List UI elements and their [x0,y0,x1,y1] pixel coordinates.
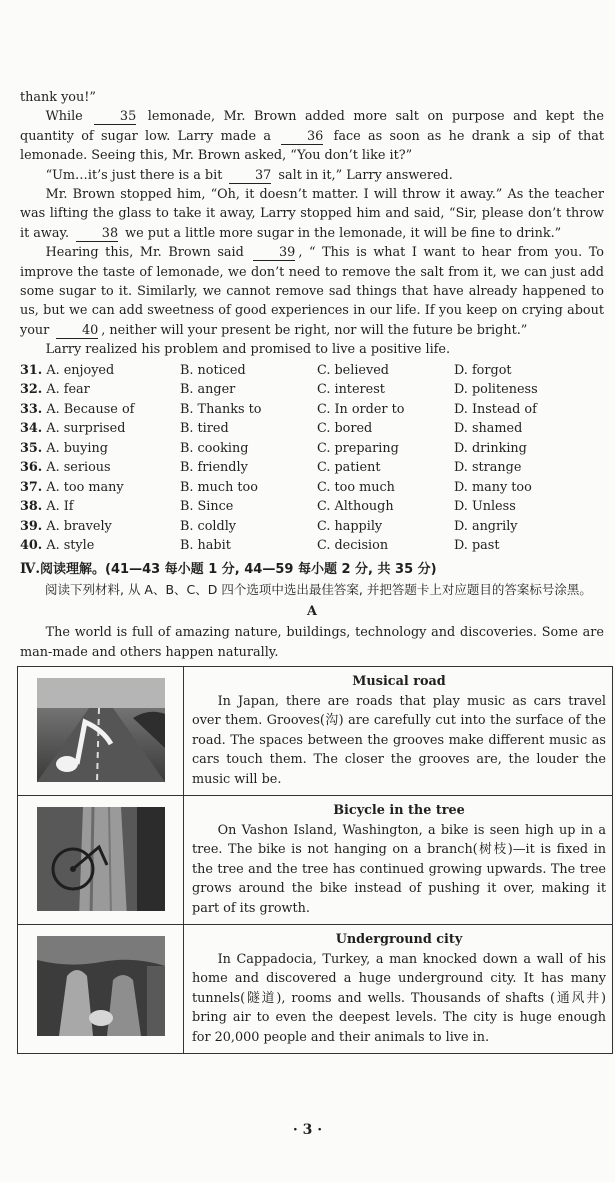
blank-39: 39 [253,246,295,261]
card-row [18,667,613,796]
part-label: A [307,604,317,620]
option-c: C. Although [317,499,394,515]
blank-38: 38 [76,227,118,242]
card-image-cell [18,796,184,925]
cards-table [17,666,613,1054]
option-c: C. interest [317,382,385,398]
passage-paragraph-5: Larry realized his problem and promised to live a positive life. [45,342,451,358]
card-title-musical-road: Musical road [352,674,446,689]
option-c: C. preparing [317,440,399,456]
option-a: A. enjoyed [46,362,115,378]
option-row: 40. A. style B. habit C. decision D. past [20,536,604,556]
option-c: C. too much [317,479,395,495]
option-a: A. Because of [46,401,135,417]
option-row: 38. A. If B. Since C. Although D. Unless [20,497,604,517]
option-d: D. Instead of [454,401,537,417]
option-a: A. surprised [46,421,126,437]
underground-city-photo [37,936,165,1040]
blank-35: 35 [94,110,136,125]
passage-paragraph-1: While 35 lemonade, Mr. Brown added more salt on purpose and kept the quantity of sugar low. Larry made a 36 face as soon as he drank a sip of that lemonade. Seeing this, Mr. Brown asked, “You don’t like it?” [20,109,605,164]
passage-paragraph-4: Hearing this, Mr. Brown said 39 , “ This is what I want to hear from you. To improve the taste of lemonade, we don’t need to remove the salt from it, we can just add some sugar to it. Similarly, we cannot remove sad things that have already happened to us, but we can add sweetness of good experiences in our life. If you keep on crying about your 40 , neither will your present be right, nor will the future be bright.” [20,245,604,338]
option-a: A. too many [46,479,124,495]
card-image-cell [18,667,184,796]
card-row [18,796,613,925]
card-text-cell [184,925,613,1054]
blank-40: 40 [56,324,98,339]
card-text-cell [184,667,613,796]
card-image-cell [18,925,184,1054]
option-d: D. Unless [454,499,516,515]
option-d: D. past [454,538,500,554]
option-c: C. happily [317,518,383,534]
card-body: In Cappadocia, Turkey, a man knocked down a wall of his home and discovered a huge underground city. It has many tunnels(隧道), rooms and wells. Thousands of shafts (通风井) bring air to even the deepest levels. The city is huge enough for 20,000 people and their animals to live in. [192,952,606,1045]
option-c: C. In order to [317,401,405,417]
musical-road-photo [37,678,165,782]
option-b: B. friendly [180,460,248,476]
exam-page [20,88,604,1054]
option-b: B. Thanks to [180,401,262,417]
option-a: A. buying [46,440,108,456]
card-text-cell [184,796,613,925]
option-b: B. noticed [180,362,246,378]
option-a: A. style [46,538,95,554]
passage-paragraph-3: Mr. Brown stopped him, “Oh, it doesn’t matter. I will throw it away.” As the teacher was lifting the glass to take it away, Larry stopped him and said, “Sir, please don’t throw it away. 38 we put a little more sugar in the lemonade, it will be fine to drink.” [20,187,604,241]
option-b: B. anger [180,382,236,398]
card-row [18,925,613,1054]
card-title-bicycle-tree: Bicycle in the tree [333,803,465,819]
option-b: B. tired [180,421,229,437]
option-row: 39. A. bravely B. coldly C. happily D. angrily [20,517,604,537]
passage-paragraph-2: “Um…it’s just there is a bit 37 salt in it,” Larry answered. [45,167,453,183]
option-c: C. patient [317,460,381,476]
option-row: 36. A. serious B. friendly C. patient D. strange [20,458,604,478]
option-row: 37. A. too many B. much too C. too much D. many too [20,478,604,498]
option-d: D. politeness [454,382,538,398]
card-title-underground-city: Underground city [335,932,463,948]
option-c: C. decision [317,538,389,554]
option-a: A. If [46,499,74,515]
option-row: 33. A. Because of B. Thanks to C. In order to D. Instead of [20,400,604,420]
option-row: 32. A. fear B. anger C. interest D. politeness [20,380,604,400]
passage-line: thank you!” [20,90,96,105]
section-heading: Ⅳ.阅读理解。(41—43 每小题 1 分, 44—59 每小题 2 分, 共 35 分) [20,560,437,577]
section-intro: The world is full of amazing nature, buildings, technology and discoveries. Some are man-made and others happen naturally. [20,625,604,660]
option-a: A. bravely [46,518,112,534]
option-d: D. strange [454,460,522,476]
option-row: 34. A. surprised B. tired C. bored D. shamed [20,419,604,439]
blank-37: 37 [229,169,271,184]
option-b: B. much too [180,479,258,495]
option-d: D. forgot [454,362,512,378]
option-d: D. many too [454,479,532,495]
page-number: · 3 · [292,1122,323,1138]
option-b: B. Since [180,499,234,515]
blank-36: 36 [281,130,323,145]
bicycle-tree-photo [37,807,165,911]
option-row: 35. A. buying B. cooking C. preparing D. drinking [20,439,604,459]
option-c: C. bored [317,421,373,437]
option-b: B. habit [180,538,231,554]
option-d: D. drinking [454,440,527,456]
card-body: On Vashon Island, Washington, a bike is seen high up in a tree. The bike is not hanging on a branch(树枝)—it is fixed in the tree and the tree has continued growing upwards. The tree grows around the bike instead of pushing it over, making it part of its growth. [192,823,606,916]
option-row: 31. A. enjoyed B. noticed C. believed D. forgot [20,361,604,381]
option-b: B. cooking [180,440,249,456]
option-a: A. fear [46,382,90,398]
section-instruction: 阅读下列材料, 从 A、B、C、D 四个选项中选出最佳答案, 并把答题卡上对应题目的答案标号涂黑。 [45,581,592,597]
option-b: B. coldly [180,518,237,534]
option-d: D. shamed [454,421,523,437]
answer-options [20,361,604,556]
card-body: In Japan, there are roads that play music as cars travel over them. Grooves(沟) are carefully cut into the surface of the road. The spaces between the grooves make different music as cars touch them. The closer the grooves are, the louder the music will be. [192,694,606,787]
option-a: A. serious [46,460,111,476]
option-c: C. believed [317,362,389,378]
option-d: D. angrily [454,518,518,534]
